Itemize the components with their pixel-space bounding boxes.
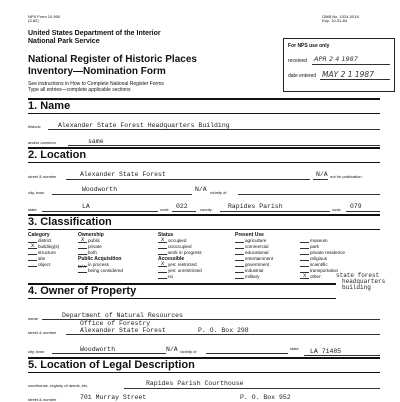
use-park: park <box>300 244 319 249</box>
ownership-both: both <box>78 250 97 255</box>
category-district: district <box>28 238 51 243</box>
county-code-value: 079 <box>350 203 362 210</box>
common-name-value: same <box>88 138 104 145</box>
acquisition-in-process: in process <box>78 262 109 267</box>
owner-state-label: state <box>290 346 299 351</box>
owner-street-label: street & number <box>28 330 57 335</box>
owner-vicinity-value: N/A <box>166 346 178 353</box>
use-government: government <box>235 262 269 267</box>
use-military: military <box>235 274 260 279</box>
use-museum: museum <box>300 238 328 243</box>
use-scientific: scientific <box>300 262 328 267</box>
public-acquisition-header: Public Acquisition <box>78 256 122 262</box>
owner-po-value: P. O. Box 298 <box>198 327 249 334</box>
ownership-header: Ownership <box>78 232 104 238</box>
common-name-label: and/or common <box>28 140 56 145</box>
historic-name-value: Alexander State Forest Headquarters Building <box>58 122 230 129</box>
use-religious: religious <box>300 256 327 261</box>
category-object: object <box>28 262 50 267</box>
not-for-publication-label: not for publication <box>330 174 362 179</box>
category-building: building(s) <box>28 244 59 249</box>
street-label: street & number <box>28 174 57 179</box>
accessible-no: no <box>158 274 173 279</box>
date-entered-stamp: MAY 2 1 1987 <box>322 70 374 79</box>
acquisition-value: N/A <box>78 265 87 270</box>
use-other-mark: X <box>303 272 307 279</box>
city-value: Woodworth <box>82 186 118 193</box>
vicinity-value: N/A <box>195 186 207 193</box>
instructions-line-2: Type all entries—complete applicable sections <box>28 87 131 93</box>
owner-vicinity-label: vicinity of <box>180 349 197 354</box>
status-work-in-progress: work in progress <box>158 250 202 255</box>
use-other-value: state forest <box>336 272 380 279</box>
owner-name-label: name <box>28 316 39 321</box>
owner-street-value: Alexander State Forest <box>80 327 166 334</box>
legal-po-value: P. O. Box 952 <box>240 394 291 401</box>
vicinity-label: vicinity of <box>210 190 227 195</box>
courthouse-value: Rapides Parish Courthouse <box>146 380 244 387</box>
form-title-line-2: Inventory—Nomination Form <box>28 66 166 77</box>
use-commercial: commercial <box>235 244 268 249</box>
status-occupied-mark: X <box>161 236 165 243</box>
received-stamp: APR 2 4 1987 <box>314 55 358 63</box>
category-building-mark: X <box>31 242 35 249</box>
received-label: received <box>288 58 307 64</box>
county-code-label: code <box>332 207 341 212</box>
section-2-heading: 2. Location <box>28 149 87 161</box>
state-code-label: code <box>160 207 169 212</box>
category-site: site <box>28 256 45 261</box>
status-occupied: occupied <box>158 238 186 243</box>
state-code-value: 022 <box>176 203 188 210</box>
section-1-heading: 1. Name <box>28 100 71 112</box>
form-title-line-1: National Register of Historic Places <box>28 54 197 65</box>
use-other-value-3: building <box>342 284 371 291</box>
omb-number: OMB No. 1024-0018 <box>322 14 359 19</box>
county-value: Rapides Parish <box>228 203 283 210</box>
status-header: Status <box>158 232 174 238</box>
nps-box-header: For NPS use only <box>288 43 330 49</box>
omb-expiry: Exp. 10-31-84 <box>322 18 348 23</box>
state-label: state <box>28 207 37 212</box>
accessible-unrestricted: yes: unrestricted <box>158 268 202 273</box>
accessible-header: Accessible <box>158 256 185 262</box>
section-5-heading: 5. Location of Legal Description <box>28 359 195 371</box>
use-educational: educational <box>235 250 269 255</box>
instructions-line-1: See instructions in How to Complete National Register Forms <box>28 81 164 87</box>
owner-city-value: Woodworth <box>80 346 116 353</box>
accessible-restricted: yes: restricted <box>158 262 197 267</box>
owner-city-label: city, town <box>28 349 45 354</box>
owner-state-value: LA 71485 <box>310 348 342 355</box>
street-value: Alexander State Forest <box>80 171 166 178</box>
form-number: NPS Form 10-900 <box>28 14 61 19</box>
legal-street-value: 701 Murray Street <box>80 394 147 401</box>
use-other-value-2: headquarters <box>342 278 386 285</box>
not-for-publication-value: N/A <box>316 171 328 178</box>
present-use-header: Present Use <box>235 232 264 238</box>
owner-name-value: Department of Natural Resources <box>62 312 183 319</box>
use-industrial: industrial <box>235 268 263 273</box>
historic-name-label: historic <box>28 124 41 129</box>
section-4-heading: 4. Owner of Property <box>28 285 137 297</box>
date-entered-label: date entered <box>288 73 317 79</box>
use-entertainment: entertainment <box>235 256 273 261</box>
form-revision: (3-82) <box>28 18 39 23</box>
owner-name-value-2: Office of Forestry <box>80 320 151 327</box>
ownership-public-mark: X <box>81 236 85 243</box>
category-header: Category <box>28 232 50 238</box>
agency-line-2: National Park Service <box>28 38 100 45</box>
accessible-restricted-mark: X <box>161 260 165 267</box>
legal-street-label: street & number <box>28 397 57 402</box>
ownership-public: public <box>78 238 100 243</box>
section-3-heading: 3. Classification <box>28 216 112 228</box>
category-structure: structure <box>28 250 56 255</box>
ownership-private: private <box>78 244 102 249</box>
status-unoccupied: unoccupied <box>158 244 192 249</box>
city-label: city, town <box>28 190 45 195</box>
courthouse-label: courthouse, registry of deeds, etc. <box>28 383 89 388</box>
county-label: county <box>200 207 212 212</box>
acquisition-being-considered: being considered <box>78 268 123 273</box>
use-agriculture: agriculture <box>235 238 266 243</box>
state-value: LA <box>82 203 90 210</box>
use-private-residence: private residence <box>300 250 345 255</box>
agency-line-1: United States Department of the Interior <box>28 30 161 37</box>
use-other: other: <box>300 274 322 279</box>
use-transportation: transportation <box>300 268 338 273</box>
